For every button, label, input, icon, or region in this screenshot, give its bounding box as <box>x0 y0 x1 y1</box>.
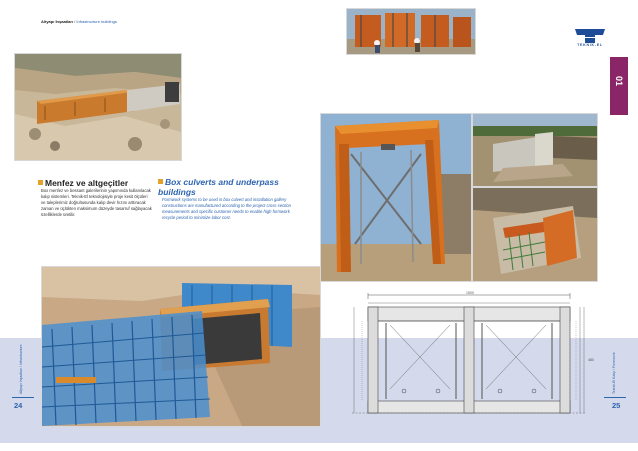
body-tr: Box menfez ve bessant galerilerinin yapımında kullanılacak kalıp sistemleri. Teknik-El teknolojisiyle proje kesit ölçüleri ve taleplerimiz doğrultusunda kalıp devir hızını arttıracak zaman ve üçlükten maksimum düzeyde tasarruf sağlayacak özelliklerde üretilir. <box>41 188 152 217</box>
drawing-dim-side: 480 <box>588 358 594 362</box>
section-tab <box>610 57 628 115</box>
drawing-dim-top: 1500 <box>466 291 474 295</box>
title-en <box>158 178 298 197</box>
title-tr <box>38 178 128 188</box>
logo-text: TEKNIK-EL <box>577 43 603 47</box>
header-separator: / <box>74 19 76 24</box>
right-side-label: Teknik-El Kalıp / Formwork <box>612 352 616 394</box>
photo-wing-walls <box>472 113 598 187</box>
left-side-label: Altyapı İnşaatları / Infrastructure <box>19 344 23 394</box>
page-number-left: 24 <box>14 401 23 410</box>
bullet-square-icon <box>158 179 163 184</box>
header-subtitle-en: Infrastructure buildings <box>76 19 117 24</box>
folio-rule-right <box>604 397 626 398</box>
photo-culvert-construction <box>472 187 598 282</box>
photo-form-assembly <box>346 8 476 55</box>
bottom-edge <box>0 443 638 451</box>
body-en: Formwork systems to be used in box culvert and installation gallery constructions are manufactured according to the project cross section measurements and specific customer needs to enable high formwork recycle period to minimize labor cost. <box>162 197 291 220</box>
photo-culvert-trench <box>14 53 182 161</box>
technical-drawing <box>338 291 600 426</box>
title-en-text: Box culverts and underpass buildings <box>158 177 279 197</box>
header-title <box>41 19 117 24</box>
photo-rebar-cage <box>41 266 321 427</box>
title-tr-text: Menfez ve altgeçitler <box>45 178 129 188</box>
bullet-square-icon <box>38 180 43 185</box>
folio-rule-left <box>12 397 34 398</box>
header-title-tr: Altyapı İnşaatları <box>41 19 74 24</box>
section-tab-number: 01 <box>614 75 624 86</box>
page-number-right: 25 <box>612 401 621 410</box>
photo-tunnel-form <box>320 113 472 282</box>
